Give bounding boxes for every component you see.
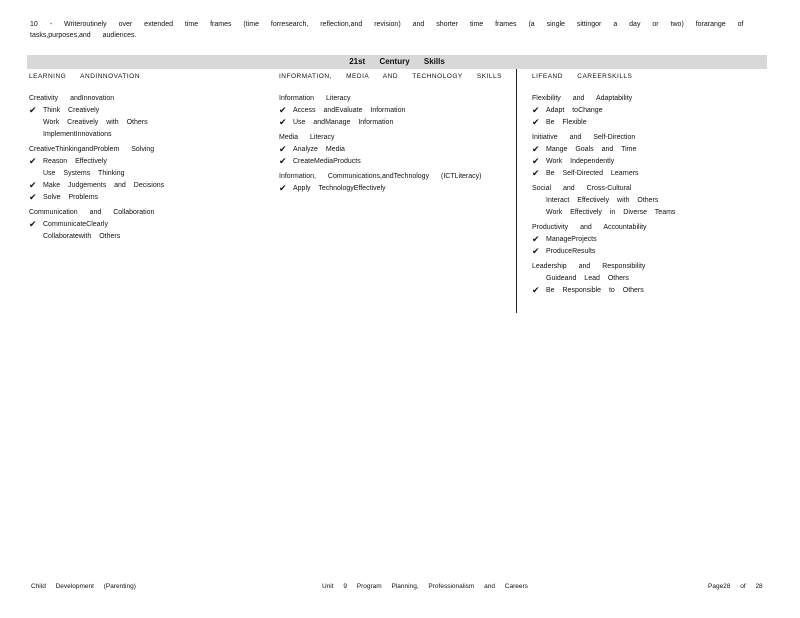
skill-item [279,182,509,194]
column-heading: INFORMATION, MEDIA AND TECHNOLOGY SKILLS [279,73,502,80]
skill-item-label: Use andManage Information [293,118,394,126]
skill-item-label: Make Judgements and Decisions [43,181,165,189]
footer-unit: Unit 9 Program Planning, Professionalism and Careers [322,583,528,590]
skill-item [532,284,752,296]
skill-item-label: Interact Effectively with Others [546,196,659,204]
skill-item-label: Think Creatively [43,106,100,114]
checkmark-icon: ✔ [29,218,37,229]
footer-page-number: Page28 of 28 [708,583,763,590]
skill-group [532,93,752,128]
skill-item [29,116,269,128]
skill-item [532,233,752,245]
skill-group [279,132,509,167]
skill-group-title: Creativity andInnovation [29,95,115,102]
skill-group [29,207,269,242]
skill-item-label: Reason Effectively [43,157,107,165]
skill-item-label: Mange Goals and Time [546,145,637,153]
footer-course: Child Development (Parenting) [31,583,136,590]
skill-item [532,155,752,167]
checkmark-icon: ✔ [532,155,540,166]
skill-item [532,116,752,128]
column-divider [516,69,517,313]
skill-item [29,128,269,140]
checkmark-icon: ✔ [279,104,287,115]
skill-item-label: Be Responsible to Others [546,286,644,294]
skill-group [29,144,269,203]
intro-standard-text: 10 - Writeroutinely over extended time frames (time forresearch, reflection,and revision) and shorter time frames (a single sittingor a day or two) forarange of tasks,purposes,and audiences. [30,21,744,39]
skill-item [532,272,752,284]
skill-item-label: Adapt toChange [546,106,603,114]
skill-group [532,132,752,179]
skill-group [532,183,752,218]
skill-item [279,143,509,155]
skill-item [29,179,269,191]
skills-section-title: 21st Century Skills [27,55,767,69]
skill-group [279,171,509,194]
checkmark-icon: ✔ [29,104,37,115]
checkmark-icon: ✔ [532,233,540,244]
skill-group-title: Social and Cross-Cultural [532,185,632,192]
skill-group [29,93,269,140]
skill-item-label: Work Independently [546,157,615,165]
skill-group [532,222,752,257]
checkmark-icon: ✔ [532,245,540,256]
checkmark-icon: ✔ [279,155,287,166]
skill-group-title: Communication and Collaboration [29,209,155,216]
skill-group [532,261,752,296]
skill-group-title: Media Literacy [279,134,335,141]
skill-item [29,167,269,179]
skill-item-label: ManageProjects [546,235,597,243]
checkmark-icon: ✔ [29,155,37,166]
column-heading: LEARNING ANDINNOVATION [29,73,140,80]
skill-item-label: Guideand Lead Others [546,274,629,282]
skill-item-label: Work Creatively with Others [43,118,148,126]
skill-item-label: Access andEvaluate Information [293,106,406,114]
checkmark-icon: ✔ [279,182,287,193]
column-heading: LIFEAND CAREERSKILLS [532,73,633,80]
skills-column-information [279,71,509,198]
skill-group-title: Leadership and Responsibility [532,263,646,270]
checkmark-icon: ✔ [279,143,287,154]
checkmark-icon: ✔ [532,116,540,127]
checkmark-icon: ✔ [532,143,540,154]
skill-item-label: CreateMediaProducts [293,157,361,165]
skill-item-label: Use Systems Thinking [43,169,125,177]
skill-item [279,104,509,116]
skill-group-title: Initiative and Self-Direction [532,134,636,141]
skill-item [532,104,752,116]
skill-item-label: Be Flexible [546,118,587,126]
skill-item-label: Collaboratewith Others [43,232,121,240]
skill-group [279,93,509,128]
skill-item [279,116,509,128]
skill-item-label: Work Effectively in Diverse Teams [546,208,676,216]
skill-item-label: Analyze Media [293,145,345,153]
checkmark-icon: ✔ [29,191,37,202]
checkmark-icon: ✔ [279,116,287,127]
skill-item [532,245,752,257]
skill-item-label: Apply TechnologyEffectively [293,184,386,192]
skill-item [29,155,269,167]
skill-item-label: Solve Problems [43,193,99,201]
skill-group-title: Information, Communications,andTechnology (ICTLiteracy) [279,173,482,180]
skill-item [29,191,269,203]
skill-group-title: CreativeThinkingandProblem Solving [29,146,155,153]
skill-item-label: ProduceResults [546,247,596,255]
skill-item-label: CommunicateClearly [43,220,108,228]
skill-group-title: Flexibility and Adaptability [532,95,633,102]
skill-item-label: ImplementInnovations [43,130,112,138]
skill-item [532,143,752,155]
checkmark-icon: ✔ [532,167,540,178]
skill-item [29,230,269,242]
skill-item-label: Be Self-Directed Learners [546,169,639,177]
skill-item [532,206,752,218]
skill-group-title: Information Literacy [279,95,351,102]
skills-column-life-career [532,71,752,300]
skill-item [279,155,509,167]
skill-item [532,167,752,179]
checkmark-icon: ✔ [29,179,37,190]
skill-item [29,104,269,116]
skill-item [532,194,752,206]
skill-item [29,218,269,230]
checkmark-icon: ✔ [532,104,540,115]
skill-group-title: Productivity and Accountability [532,224,647,231]
skills-column-learning [29,71,269,246]
checkmark-icon: ✔ [532,284,540,295]
